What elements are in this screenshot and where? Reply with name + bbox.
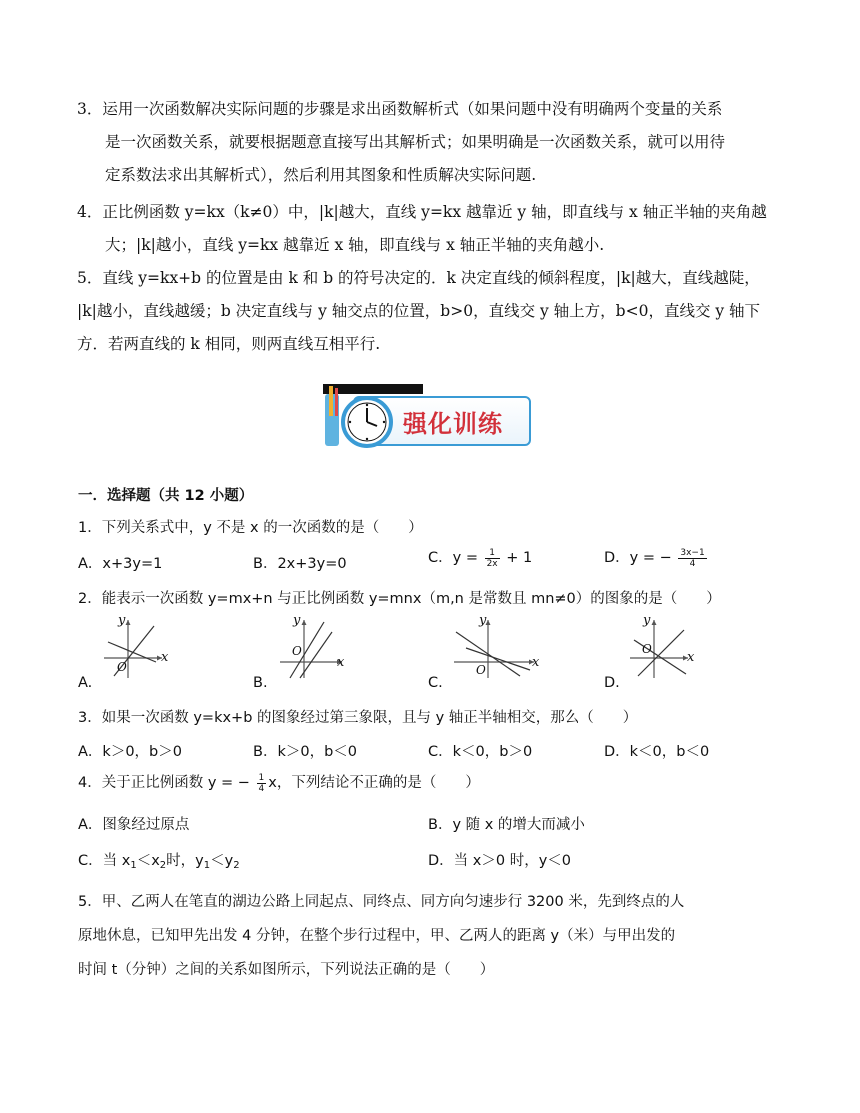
note-line: 定系数法求出其解析式），然后利用其图象和性质解决实际问题. <box>105 166 537 184</box>
graph-d-origin: O <box>642 642 652 656</box>
graph-b-y-label: y <box>293 613 301 628</box>
note-number: 4． <box>77 203 103 221</box>
fraction-numerator: 1 <box>258 772 265 783</box>
q4-c-text: C．当 x <box>78 853 131 869</box>
note-3 <box>77 93 725 192</box>
q4-c-text: ＜y <box>210 853 234 869</box>
note-line: |k|越小，直线越缓；b 决定直线与 y 轴交点的位置，b>0，直线交 y 轴上方，b<0，直线交 y 轴下 <box>77 302 761 320</box>
note-number: 3． <box>77 100 103 118</box>
note-line: 大；|k|越小，直线 y=kx 越靠近 x 轴，即直线与 x 轴正半轴的夹角越小. <box>105 236 605 254</box>
q5-line: 时间 t（分钟）之间的关系如图所示，下列说法正确的是（ ） <box>78 962 495 978</box>
graph-a-label: A. <box>78 675 93 691</box>
question-5-stem <box>78 885 684 987</box>
q4-stem-suffix: x，下列结论不正确的是（ ） <box>268 775 480 791</box>
q4-option-c <box>78 849 240 871</box>
note-line: 方．若两直线的 k 相同，则两直线互相平行. <box>77 335 381 353</box>
question-4-stem <box>78 771 480 794</box>
graph-c-y-label: y <box>479 613 487 628</box>
section-title: 一．选择题（共 12 小题） <box>78 488 254 504</box>
graph-c-label: C. <box>428 675 443 691</box>
q4-option-a: A．图象经过原点 <box>78 817 190 833</box>
q5-line: 原地休息，已知甲先出发 4 分钟，在整个步行过程中，甲、乙两人的距离 y（米）与甲出发的 <box>78 928 676 944</box>
section-badge <box>323 384 531 448</box>
q4-c-sub: 2 <box>159 860 167 871</box>
q1-c-prefix: C．y = <box>428 550 478 566</box>
question-2-stem: 2．能表示一次函数 y=mx+n 与正比例函数 y=mnx（m,n 是常数且 mn≠0）的图象的是（ ） <box>78 591 721 607</box>
note-5 <box>77 262 760 361</box>
graph-b <box>276 612 348 682</box>
graph-b-label: B. <box>253 675 268 691</box>
q4-c-text: 时，y <box>166 853 204 869</box>
note-line: 运用一次函数解决实际问题的步骤是求出函数解析式（如果问题中没有明确两个变量的关系 <box>102 100 723 118</box>
graph-b-origin: O <box>292 644 302 658</box>
note-line: 直线 y=kx+b 的位置是由 k 和 b 的符号决定的．k 决定直线的倾斜程度，|k|越大，直线越陡， <box>102 269 760 287</box>
fraction-denominator: 4 <box>689 558 696 569</box>
question-3-stem: 3．如果一次函数 y=kx+b 的图象经过第三象限，且与 y 轴正半轴相交，那么（ ） <box>78 710 638 726</box>
q4-option-b: B．y 随 x 的增大而减小 <box>428 817 585 833</box>
graph-a-x-label: x <box>161 650 169 665</box>
graph-c <box>450 612 542 682</box>
q1-option-c <box>428 546 532 569</box>
q1-d-fraction <box>678 548 706 569</box>
graph-d-y-label: y <box>643 613 651 628</box>
q5-line: 5．甲、乙两人在笔直的湖边公路上同起点、同终点、同方向匀速步行 3200 米，先到终点的人 <box>78 894 685 910</box>
q4-option-d: D．当 x＞0 时，y＜0 <box>428 853 571 869</box>
fraction-numerator: 3x−1 <box>680 547 705 558</box>
badge-title: 强化训练 <box>403 410 503 438</box>
q4-c-sub: 1 <box>130 860 137 871</box>
q4-fraction <box>257 773 267 794</box>
graph-a-y-label: y <box>118 613 126 628</box>
q3-option-b: B．k＞0，b＜0 <box>253 744 357 760</box>
question-1-stem: 1．下列关系式中，y 不是 x 的一次函数的是（ ） <box>78 520 423 536</box>
fraction-denominator: 2x <box>486 558 498 569</box>
fraction-numerator: 1 <box>485 548 500 559</box>
q4-c-sub: 2 <box>233 860 240 871</box>
graph-d-x-label: x <box>687 650 695 665</box>
graph-d-label: D. <box>604 675 620 691</box>
q1-d-prefix: D．y = − <box>604 550 672 566</box>
q1-option-b: B．2x+3y=0 <box>253 556 347 572</box>
graph-c-origin: O <box>476 663 486 677</box>
graph-d <box>626 612 698 682</box>
q1-c-suffix: + 1 <box>506 550 533 566</box>
note-line: 正比例函数 y=kx（k≠0）中，|k|越大，直线 y=kx 越靠近 y 轴，即直线与 x 轴正半轴的夹角越 <box>102 203 767 221</box>
note-4 <box>77 196 767 262</box>
q4-c-text: ＜x <box>136 853 160 869</box>
graph-c-x-label: x <box>532 655 540 670</box>
graph-a <box>100 612 172 682</box>
q3-option-c: C．k＜0，b＞0 <box>428 744 533 760</box>
clock-icon <box>323 384 403 450</box>
q4-c-sub: 1 <box>203 860 211 871</box>
q1-option-a: A．x+3y=1 <box>78 556 163 572</box>
q1-c-fraction <box>485 548 500 569</box>
q3-option-d: D．k＜0，b＜0 <box>604 744 710 760</box>
graph-b-x-label: x <box>337 655 345 670</box>
fraction-denominator: 4 <box>258 783 265 794</box>
note-number: 5． <box>77 269 103 287</box>
graph-a-origin: O <box>117 660 127 674</box>
q1-option-d <box>604 546 709 569</box>
q3-option-a: A．k＞0，b＞0 <box>78 744 182 760</box>
note-line: 是一次函数关系，就要根据题意直接写出其解析式；如果明确是一次函数关系，就可以用待 <box>105 133 726 151</box>
q4-stem-prefix: 4．关于正比例函数 y = − <box>78 775 250 791</box>
